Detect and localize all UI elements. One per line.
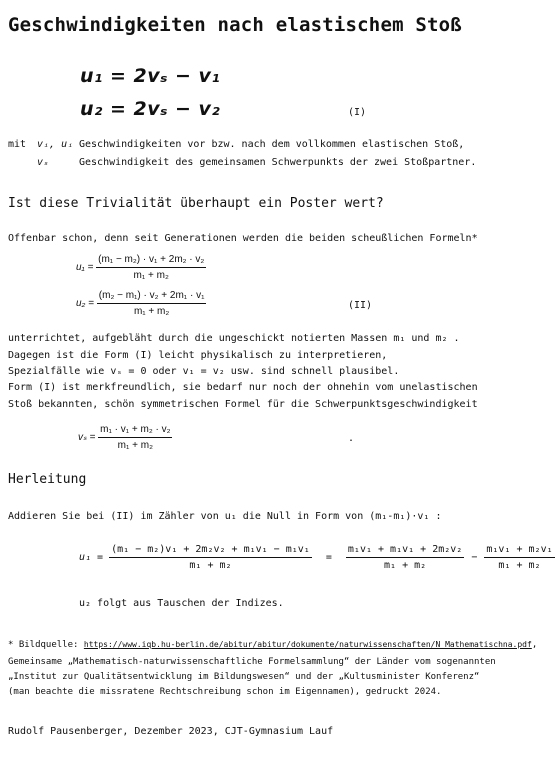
formula-vs-period: . xyxy=(348,433,355,444)
equation-u2: u₂ = 2vₛ − v₂ xyxy=(80,98,221,120)
equation-u1: u₁ = 2vₛ − v₁ xyxy=(80,65,221,87)
derivation-numerator-2: m₁v₁ + m₁v₁ + 2m₂v₂ xyxy=(346,544,464,558)
derivation-numerator-1: (m₁ − m₂)v₁ + 2m₂v₂ + m₁v₁ − m₁v₁ xyxy=(109,544,312,558)
derivation-minus: − xyxy=(471,552,478,563)
section2-paragraph-1: Addieren Sie bei (II) im Zähler von u₁ die Null in Form von (m₁-m₁)·v₁ : xyxy=(8,511,442,522)
definition-text-1: Geschwindigkeiten vor bzw. nach dem vollkommen elastischen Stoß, xyxy=(79,139,465,150)
page-title: Geschwindigkeiten nach elastischem Stoß xyxy=(8,14,462,36)
section1-paragraph-1: unterrichtet, aufgebläht durch die ungeschickt notierten Massen m₁ und m₂ . xyxy=(8,333,460,344)
section1-paragraph-2: Dagegen ist die Form (I) leicht physikalisch zu interpretieren, xyxy=(8,350,388,361)
formula-vs-numerator: m₁ · v₁ + m₂ · v₂ xyxy=(98,424,172,438)
section-heading-herleitung: Herleitung xyxy=(8,472,87,487)
section2-paragraph-2: u₂ folgt aus Tauschen der Indizes. xyxy=(79,598,284,609)
derivation-fraction-3 xyxy=(484,544,554,571)
footnote-suffix: , xyxy=(531,640,538,650)
derivation-fraction-2 xyxy=(346,544,464,571)
formula-u2-long xyxy=(76,290,206,317)
definitions-mit: mit xyxy=(8,139,27,150)
derivation-denominator-1: m₁ + m₂ xyxy=(189,560,232,571)
definition-symbol-vi-ui: vᵢ, uᵢ xyxy=(37,139,74,150)
derivation-fraction-1 xyxy=(109,544,312,571)
footnote-line-4: (man beachte die missratene Rechtschreibung schon im Eigennamen), gedruckt 2024. xyxy=(8,687,442,697)
derivation-formula xyxy=(79,544,555,571)
definition-symbol-vs: vₛ xyxy=(37,157,50,168)
definition-text-2: Geschwindigkeit des gemeinsamen Schwerpunkts der zwei Stoßpartner. xyxy=(79,157,477,168)
derivation-lhs: u₁ = xyxy=(79,552,104,563)
derivation-equals: = xyxy=(325,552,332,563)
derivation-numerator-3: m₁v₁ + m₂v₁ xyxy=(484,544,554,558)
section1-paragraph-5: Stoß bekannten, schön symmetrischen Formel für die Schwerpunktsgeschwindigkeit xyxy=(8,399,478,410)
formula-vs-fraction xyxy=(98,424,172,451)
footnote-line-1 xyxy=(8,640,537,650)
section1-paragraph-3: Spezialfälle wie vₛ = 0 oder v₁ = v₂ usw. sind schnell plausibel. xyxy=(8,366,400,377)
formula-u1-numerator: (m₁ − m₂) · v₁ + 2m₂ · v₂ xyxy=(96,254,206,268)
formula-u1-denominator: m₁ + m₂ xyxy=(133,270,169,281)
formula-u1-lhs: u₁ = xyxy=(76,262,94,273)
footnote-prefix: * Bildquelle: xyxy=(8,640,79,650)
formula-u2-denominator: m₁ + m₂ xyxy=(133,306,170,317)
formula-u2-fraction xyxy=(97,290,207,317)
section1-intro: Offenbar schon, denn seit Generationen werden die beiden scheußlichen Formeln* xyxy=(8,233,478,244)
formula-u1-long xyxy=(76,254,206,281)
formula-vs-lhs: vₛ = xyxy=(78,432,96,443)
formula-vs-denominator: m₁ + m₂ xyxy=(117,440,153,451)
equation-label-II: (II) xyxy=(348,300,373,311)
equation-label-I: (I) xyxy=(348,107,367,118)
footnote-line-3: „Institut zur Qualitätsentwicklung im Bildungswesen“ und der „Kultusminister Konferenz“ xyxy=(8,672,480,682)
footnote-line-2: Gemeinsame „Mathematisch-naturwissenschaftliche Formelsammlung“ der Länder vom sogenannten xyxy=(8,657,496,667)
section1-paragraph-4: Form (I) ist merkfreundlich, sie bedarf nur noch der ohnehin vom unelastischen xyxy=(8,382,478,393)
author-line: Rudolf Pausenberger, Dezember 2023, CJT-Gymnasium Lauf xyxy=(8,726,334,737)
formula-u2-numerator: (m₂ − m₁) · v₂ + 2m₁ · v₁ xyxy=(97,290,207,304)
formula-u1-fraction xyxy=(96,254,206,281)
section-heading-poster: Ist diese Trivialität überhaupt ein Poster wert? xyxy=(8,196,384,211)
derivation-denominator-2: m₁ + m₂ xyxy=(384,560,427,571)
formula-u2-lhs: u₂ = xyxy=(76,298,94,309)
derivation-denominator-3: m₁ + m₂ xyxy=(498,560,541,571)
footnote-source-link[interactable]: https://www.iqb.hu-berlin.de/abitur/abitur/dokumente/naturwissenschaften/N_Mathematischna.pdf xyxy=(83,640,532,649)
formula-vs xyxy=(78,424,172,451)
